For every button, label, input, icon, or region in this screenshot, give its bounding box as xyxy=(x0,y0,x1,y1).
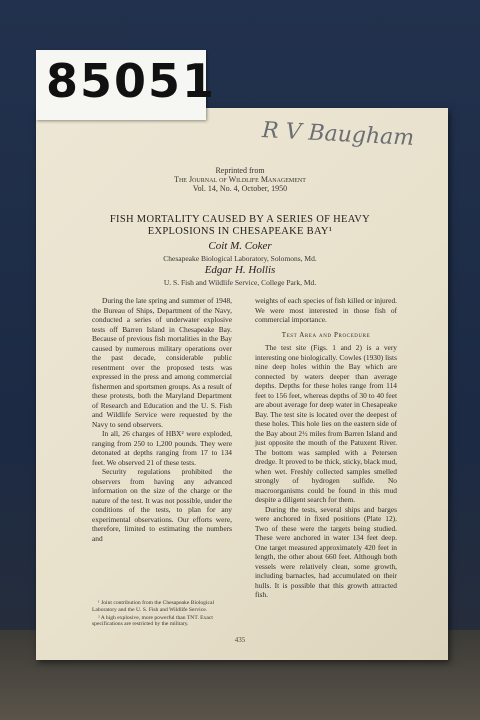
inventory-tag xyxy=(36,50,217,120)
article-title xyxy=(80,214,400,238)
paragraph: During the late spring and summer of 1948, the Bureau of Ships, Department of the Navy, conducted a series of underwater explosive tests off Barren Island in Chesapeake Bay. Because of previous fish mortalities in the Bay caused by numerous military operations over the past decade, considerable public resentment over the proposed tests was expressed in the press and among commercial fishermen and sportsmen groups. As a result of these protests, both the Maryland Department of Research and Education and the U. S. Fish and Wildlife Service were requested by the Navy to send observers. xyxy=(92,296,232,429)
title-line-2: EXPLOSIONS IN CHESAPEAKE BAY¹ xyxy=(147,226,333,237)
footnote: ² A high explosive, more powerful than TNT. Exact specifications are restricted by the military. xyxy=(92,614,213,628)
reprint-line: Reprinted from xyxy=(215,166,265,175)
title-line-1: FISH MORTALITY CAUSED BY A SERIES OF HEAVY xyxy=(109,214,371,225)
author-2-affiliation: U. S. Fish and Wildlife Service, College Park, Md. xyxy=(163,278,317,287)
paragraph: The test site (Figs. 1 and 2) is a very interesting one biologically. Cowles (1930) lists nine deep holes within the Bay which are connected by waters deeper than average depths. Depths for these holes range from 114 feet to 156 feet, whereas depths of 30 to 40 feet are about average for deep water in Chesapeake Bay. The test site is located over the deepest of these holes. This hole lies on the eastern side of the Bay about 2½ miles from Barren Island and just opposite the mouth of the Patuxent River. The bottom was sampled with a Petersen dredge. It proved to be thick, sticky, black mud, when wet. Freshly collected samples smelled strongly of hydrogen sulfide. No macroorganisms could be found in this mud despite a diligent search for them. xyxy=(255,343,397,504)
paragraph: During the tests, several ships and barges were anchored in fixed positions (Plate 12). Two of these were the targets being studied. These were anchored in water 134 feet deep. One target measured approximately 420 feet in length, the other about 660 feet. Although both vessels were relatively clean, some growth, including barnacles, had accumulated on their hulls. It is possible that this growth attracted fish. xyxy=(255,504,397,599)
page-number: 435 xyxy=(234,636,246,644)
handwritten-signature: R V Baugham xyxy=(261,118,415,151)
paragraph: In all, 26 charges of HBX² were exploded, ranging from 250 to 1,200 pounds. They were detonated at depths ranging from 17 to 134 feet. We observed 21 of these tests. xyxy=(92,429,232,467)
right-column xyxy=(255,296,397,600)
author-1-affiliation: Chesapeake Biological Laboratory, Solomons, Md. xyxy=(163,254,317,263)
author-1-name: Coit M. Coker xyxy=(208,240,272,252)
section-heading: Test Area and Procedure xyxy=(281,330,371,339)
volume-line: Vol. 14, No. 4, October, 1950 xyxy=(192,184,288,193)
inventory-number: 85051 xyxy=(46,54,217,108)
journal-name: The Journal of Wildlife Management xyxy=(174,175,306,184)
paragraph: Security regulations prohibited the observers from having any advanced information on the size of the charge or the nature of the test. It was not possible, under the conditions of the tests, to plan for any experimental observations. Our efforts were, therefore, limited to estimating the numbers and xyxy=(92,467,232,543)
paragraph: weights of each species of fish killed or injured. We were most interested in those fish of commercial importance. xyxy=(255,296,397,324)
footnote: ¹ Joint contribution from the Chesapeake Biological Laboratory and the U. S. Fish and Wildlife Service. xyxy=(92,600,215,613)
footnotes xyxy=(92,600,232,629)
author-2-name: Edgar H. Hollis xyxy=(204,264,276,276)
left-column xyxy=(92,296,232,543)
